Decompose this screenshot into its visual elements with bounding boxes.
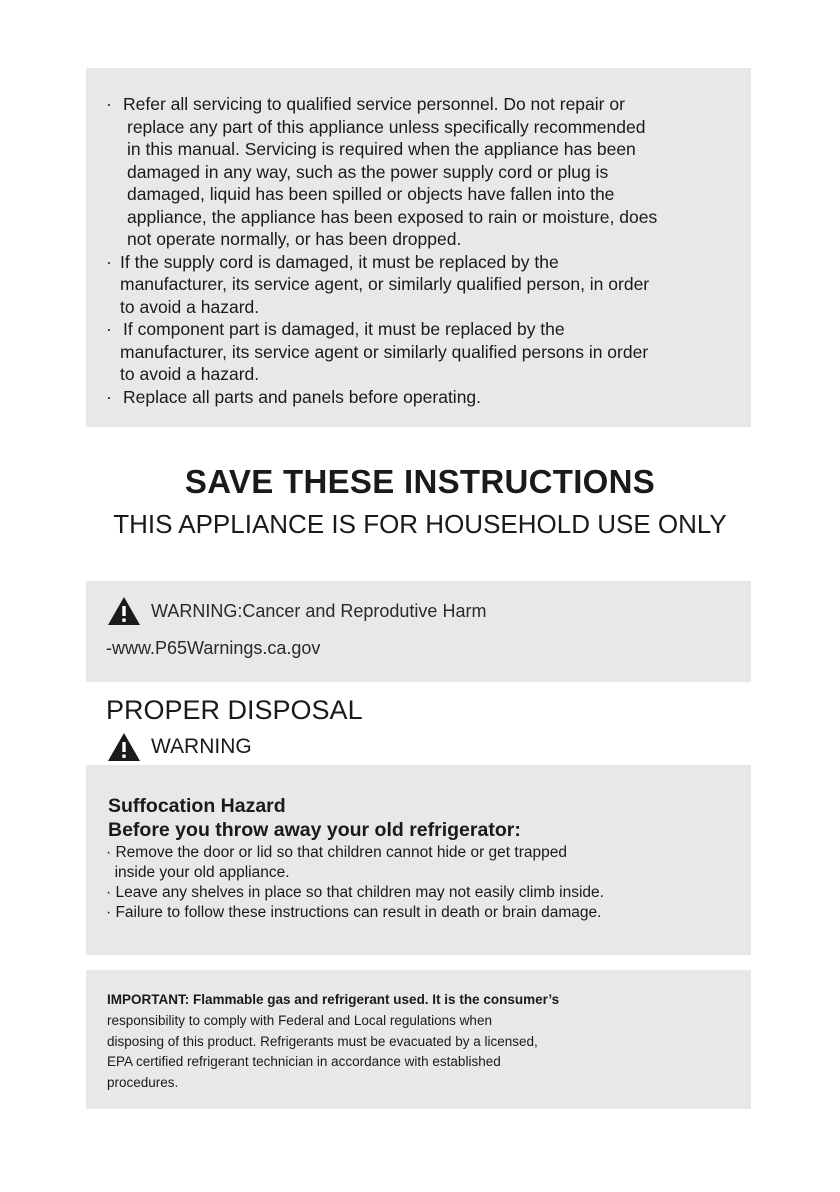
bullet-dot: · xyxy=(106,94,112,114)
service-note-item xyxy=(106,318,657,386)
list-item: · Remove the door or lid so that children cannot hide or get trapped xyxy=(106,844,567,861)
service-note-line: manufacturer, its service agent, or similarly qualified person, in order xyxy=(120,274,650,294)
bullet-dot: · xyxy=(106,386,112,407)
service-note-line: to avoid a hazard. xyxy=(120,364,260,384)
service-note-item xyxy=(106,251,657,319)
list-item: inside your old appliance. xyxy=(106,864,290,881)
warning-triangle-icon xyxy=(107,732,141,762)
important-notice xyxy=(107,990,559,1094)
throw-away-title: Before you throw away your old refrigerator: xyxy=(108,819,521,841)
important-line: responsibility to comply with Federal and Local regulations when xyxy=(107,1012,492,1028)
service-note-line: to avoid a hazard. xyxy=(120,296,260,317)
service-note-line: If component part is damaged, it must be replaced by the xyxy=(123,319,565,339)
list-item: · Leave any shelves in place so that children may not easily climb inside. xyxy=(106,884,604,901)
service-notes-list xyxy=(106,93,657,408)
p65-url: -www.P65Warnings.ca.gov xyxy=(106,638,321,658)
suffocation-title: Suffocation Hazard xyxy=(108,795,286,817)
bullet-dot: · xyxy=(106,319,112,339)
p65-warning-row xyxy=(107,596,486,626)
service-note-line: damaged, liquid has been spilled or objects have fallen into the xyxy=(127,184,615,204)
service-note-line: in this manual. Servicing is required when the appliance has been xyxy=(127,139,636,159)
important-refrigerant-panel xyxy=(86,970,751,1109)
suffocation-hazard-panel xyxy=(86,765,751,955)
service-note-line: damaged in any way, such as the power supply cord or plug is xyxy=(127,161,609,182)
household-use-heading: THIS APPLIANCE IS FOR HOUSEHOLD USE ONLY xyxy=(113,509,727,539)
important-line: EPA certified refrigerant technician in accordance with established xyxy=(107,1054,501,1070)
service-note-line: appliance, the appliance has been exposed to rain or moisture, does xyxy=(127,206,658,227)
service-note-line: not operate normally, or has been dropped. xyxy=(127,229,462,249)
important-line: disposing of this product. Refrigerants must be evacuated by a licensed, xyxy=(107,1033,538,1049)
important-bold-line: IMPORTANT: Flammable gas and refrigerant used. It is the consumer’s xyxy=(107,992,560,1007)
service-note-item xyxy=(106,93,657,251)
suffocation-heading xyxy=(108,794,521,842)
important-line: procedures. xyxy=(107,1075,179,1091)
save-instructions-heading: SAVE THESE INSTRUCTIONS xyxy=(184,463,656,500)
service-note-line: Refer all servicing to qualified service personnel. Do not repair or xyxy=(123,94,625,114)
warning-triangle-icon xyxy=(107,596,141,626)
disposal-warning-label: WARNING xyxy=(151,735,252,758)
proper-disposal-title: PROPER DISPOSAL xyxy=(106,695,363,725)
p65-warning-panel xyxy=(86,581,751,682)
suffocation-list xyxy=(106,843,604,923)
disposal-warning-row xyxy=(107,732,252,762)
bullet-dot: · xyxy=(106,251,112,272)
service-note-line: Replace all parts and panels before operating. xyxy=(123,386,482,407)
service-notes-panel xyxy=(86,68,751,427)
p65-warning-text: WARNING:Cancer and Reprodutive Harm xyxy=(151,600,487,621)
service-note-line: replace any part of this appliance unless specifically recommended xyxy=(127,116,646,137)
service-note-item xyxy=(106,386,657,409)
service-note-line: If the supply cord is damaged, it must be replaced by the xyxy=(120,251,559,272)
service-note-line: manufacturer, its service agent or similarly qualified persons in order xyxy=(120,341,649,362)
list-item: · Failure to follow these instructions can result in death or brain damage. xyxy=(106,904,602,921)
